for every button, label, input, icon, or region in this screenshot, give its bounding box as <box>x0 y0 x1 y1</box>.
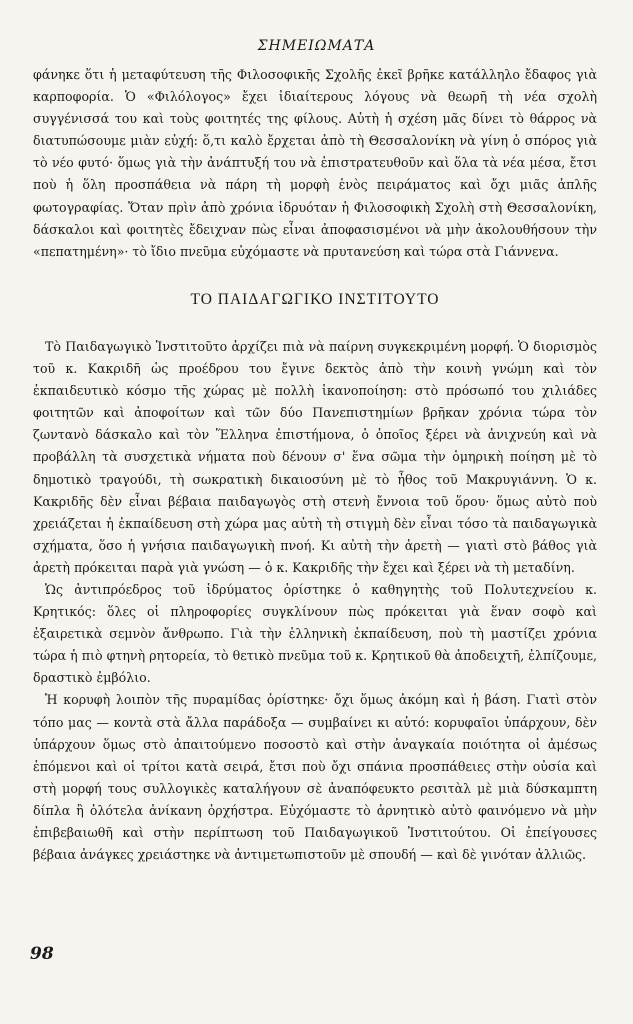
paragraph: Ἡ κορυφὴ λοιπὸν τῆς πυραμίδας ὁρίστηκε· ὄχι ὅμως ἀκόμη καὶ ἡ βάση. Γιατὶ στὸν τόπο μας — κοντὰ στὰ ἄλλα παράδοξα — συμβαίνει κι αὐτό: κορυφαῖοι ὑπάρχουν, δὲν ὑπάρχουν ὅμως στὸ ἀπαιτούμενο ποσοστὸ καὶ στὴν ἀναγκαία ποιότητα οἱ ἀμέσως ἑπόμενοι καὶ οἱ τρίτοι κατὰ σειρά, ἔτσι ποὺ ὄχι σπάνια προσπάθειες στὴν οὐσία καὶ στὴ μορφή τους συλλογικὲς καταλήγουν σὲ ἀναπόφευκτο ρεσιτὰλ μὲ μιὰ δύσκαμπτη δίπλα ἢ ὁλότελα ἀνίκανη ὀρχήστρα. Εὐχόμαστε τὸ ἀρνητικὸ αὐτὸ φαινόμενο νὰ μὴν ἐπιβεβαιωθῆ καὶ στὴν περίπτωση τοῦ Παιδαγωγικοῦ Ἰνστιτούτου. Οἱ ἐπείγουσες βέβαια ἀνάγκες χρειάστηκε νὰ ἀντιμετωπιστοῦν μὲ σπουδή — καὶ δὲ γινόταν ἀλλιῶς. <box>33 692 597 863</box>
page-number: 98 <box>30 944 54 964</box>
paragraph: Ὡς ἀντιπρόεδρος τοῦ ἱδρύματος ὁρίστηκε ὁ καθηγητὴς τοῦ Πολυτεχνείου κ. Κρητικός: ὅλες οἱ πληροφορίες συγκλίνουν πὼς πρόκειται γιὰ ἕναν σοφὸ καὶ ἐξαιρετικὰ σεμνὸν ἄνθρωπο. Γιὰ τὴν ἑλληνικὴ ἐκπαίδευση, ποὺ τὴ μαστίζει χρόνια τώρα ἡ πιὸ φτηνὴ ρητορεία, τὸ θετικὸ πνεῦμα τοῦ κ. Κρητικοῦ θὰ ἀποδειχτῆ, ἐλπίζουμε, δραστικὸ ἐμβόλιο. <box>33 581 597 686</box>
paragraph: Τὸ Παιδαγωγικὸ Ἰνστιτοῦτο ἀρχίζει πιὰ νὰ παίρνη συγκεκριμένη μορφή. Ὁ διορισμὸς τοῦ κ. Κακριδῆ ὡς προέδρου του ἔγινε δεκτὸς ἀπὸ τὴν κοινὴ γνώμη καὶ τὸν ἐκπαιδευτικὸ κόσμο τῆς χώρας μὲ πολλὴ ἱκανοποίηση: στὸ πρόσωπό του χιλιάδες φοιτητῶν καὶ ἀποφοίτων καὶ τῶν δύο Πανεπιστημίων βρῆκαν χρόνια τώρα τὸν ζωντανὸ δάσκαλο καὶ τὸν Ἕλληνα ἐπιστήμονα, ὁ ὁποῖος ξέρει νὰ ἀνιχνεύη καὶ νὰ προβάλλη τὰ συσχετικὰ νήματα ποὺ δένουν σ' ἕνα σῶμα τὴν ὁμηρικὴ ποίηση μὲ τὸ δημοτικὸ τραγούδι, τὴ σωκρατικὴ δικαιοσύνη μὲ τὸ ἦθος τοῦ Μακρυγιάννη. Ὁ κ. Κακριδῆς δὲν εἶναι βέβαια παιδαγωγὸς στὴ στενὴ ἔννοια τοῦ ὅρου· ὅμως αὐτὸ ποὺ χρειάζεται ἡ ἐκπαίδευση στὴ χώρα μας αὐτὴ τὴ στιγμὴ δὲν εἶναι τόσο τὰ παιδαγωγικὰ σχήματα, ὅσο ἡ γνήσια παιδαγωγικὴ πνοή. Κι αὐτὴ τὴν ἀρετὴ — γιατὶ στὸ βάθος γιὰ ἀρετὴ πρόκειται παρὰ γιὰ γνώση — ὁ κ. Κακριδῆς τὴν ἔχει καὶ ξέρει νὰ τὴ μεταδίνη. <box>33 338 597 575</box>
running-head: ΣΗΜΕΙΩΜΑΤΑ <box>257 38 376 54</box>
section-title: ΤΟ ΠΑΙΔΑΓΩΓΙΚΟ ΙΝΣΤΙΤΟΥΤΟ <box>190 290 440 308</box>
paragraph-continued: φάνηκε ὅτι ἡ μεταφύτευση τῆς Φιλοσοφικῆς Σχολῆς ἐκεῖ βρῆκε κατάλληλο ἔδαφος γιὰ καρποφορία. Ὁ «Φιλόλογος» ἔχει ἰδιαίτερους λόγους νὰ θεωρῆ τὴ νέα σχολὴ συγγένισσά του καὶ τοὺς φοιτητές της φίλους. Αὐτὴ ἡ σχέση μᾶς δίνει τὸ θάρρος νὰ διατυπώσουμε μιὰν εὐχή: ὅ,τι καλὸ ἔρχεται ἀπὸ τὴ Θεσσαλονίκη νὰ γίνη ὁ σπόρος γιὰ τὸ νέο φυτό· ὅμως γιὰ τὴν ἀνάπτυξή του νὰ ἐπιστρατευθοῦν καὶ ὅλα τὰ νέα μέσα, ἔτσι ποὺ ἡ ὅλη προσπάθεια νὰ πάρη τὴ μορφὴ ἑνὸς πειράματος καὶ ὄχι μιᾶς ἁπλῆς φωτογραφίας. Ὅταν πρὶν ἀπὸ χρόνια ἱδρυόταν ἡ Φιλοσοφικὴ Σχολὴ στὴ Θεσσαλονίκη, δάσκαλοι καὶ φοιτητὲς ἔδειχναν πὼς εἶναι ἀποφασισμένοι νὰ μὴν ἀκολουθήσουν τὴν «πεπατημένη»· τὸ ἴδιο πνεῦμα εὐχόμαστε νὰ πρυτανεύση καὶ τώρα στὰ Γιάννενα. <box>33 67 597 259</box>
body-text <box>33 64 597 866</box>
